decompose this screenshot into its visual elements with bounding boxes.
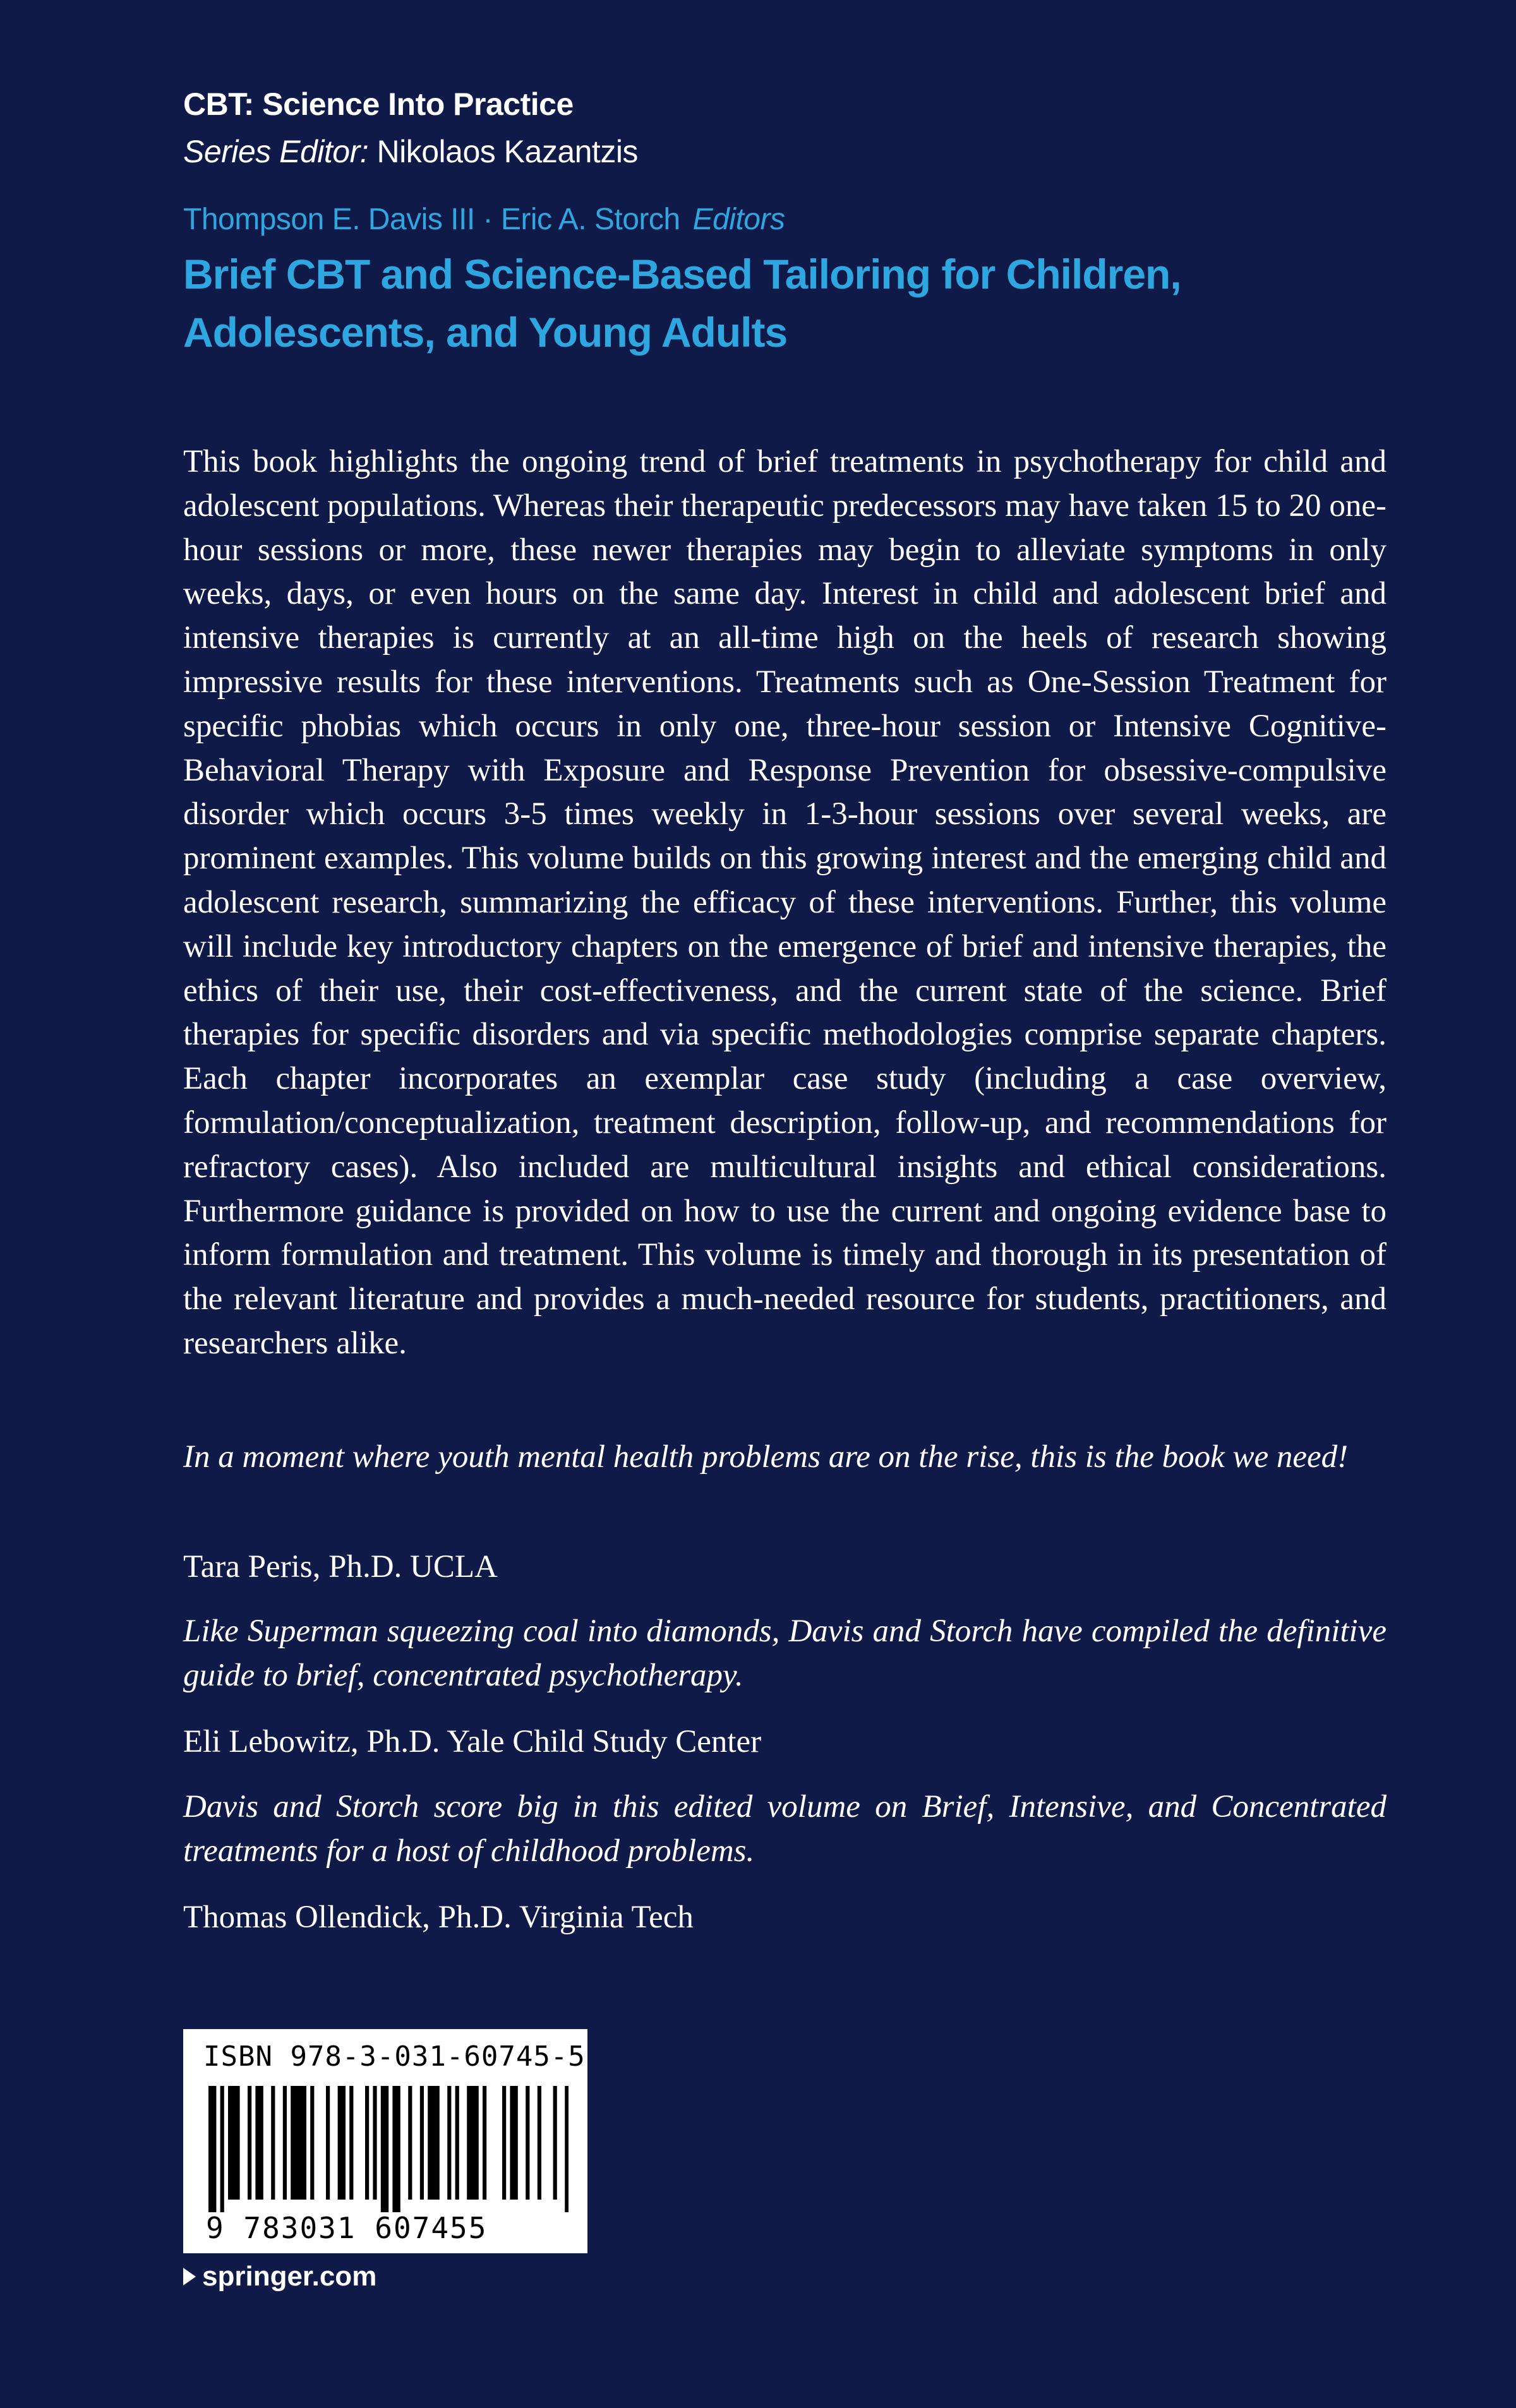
barcode-bar	[455, 2086, 459, 2200]
barcode-bar	[373, 2086, 376, 2200]
barcode-digits: 9 783031 607455	[206, 2211, 488, 2245]
barcode-bar	[220, 2086, 224, 2212]
endorsement-quote: Like Superman squeezing coal into diamonds, Davis and Storch have compiled the definitive guide to brief, concentrated psychotherapy.	[183, 1614, 1387, 1693]
endorsement-quote: In a moment where youth mental health problems are on the rise, this is the book we need!	[183, 1439, 1349, 1475]
isbn-barcode	[183, 2029, 587, 2253]
endorsement-author: Eli Lebowitz, Ph.D. Yale Child Study Center	[183, 1724, 762, 1759]
barcode-bar	[291, 2086, 306, 2200]
barcode-bar	[365, 2086, 369, 2200]
endorsement-author: Thomas Ollendick, Ph.D. Virginia Tech	[183, 1900, 694, 1935]
barcode-bar	[228, 2086, 240, 2200]
editor-names: Thompson E. Davis III · Eric A. Storch	[183, 203, 680, 236]
book-editors	[183, 198, 785, 242]
barcode-bar	[526, 2086, 529, 2200]
barcode-bar	[248, 2086, 251, 2200]
barcode-bar	[310, 2086, 314, 2200]
barcode-bar	[538, 2086, 541, 2200]
barcode-bar	[553, 2086, 557, 2200]
series-editor-name: Nikolaos Kazantzis	[368, 134, 638, 169]
arrow-right-icon	[183, 2268, 196, 2285]
book-description: This book highlights the ongoing trend of brief treatments in psychotherapy for child and adolescent populations. Whereas their therapeutic predecessors may have taken 15 to 20 one-hour sessions or more, these newer therapies may begin to alleviate symptoms in only weeks, days, or even hours on the same day. Interest in child and adolescent brief and intensive therapies is currently at an all-time high on the heels of research showing impressive results for these interventions. Treatments such as One-Session Treatment for specific phobias which occurs in only one, three-hour session or Intensive Cognitive-Behavioral Therapy with Exposure and Response Prevention for obsessive-compulsive disorder which occurs 3-5 times weekly in 1-3-hour sessions over several weeks, are prominent examples. This volume builds on this growing interest and the emerging child and adolescent research, summarizing the efficacy of these interventions. Further, this volume will include key introductory chapters on the emergence of brief and intensive therapies, the ethics of their use, their cost-effectiveness, and the current state of the science. Brief therapies for specific disorders and via specific methodologies comprise separate chapters. Each chapter incorporates an exemplar case study (including a case overview, formulation/conceptualization, treatment description, follow-up, and recommendations for refractory cases). Also included are multicultural insights and ethical considerations. Furthermore guidance is provided on how to use the current and ongoing evidence base to inform formulation and treatment. This volume is timely and thorough in its presentation of the relevant literature and provides a much-needed resource for students, practitioners, and researchers alike.	[183, 444, 1387, 1361]
barcode-bar	[338, 2086, 346, 2200]
barcode-bar	[283, 2086, 287, 2200]
barcode-bars	[202, 2086, 568, 2225]
series-editor	[183, 126, 638, 177]
barcode-bar	[483, 2086, 486, 2200]
barcode-bar	[420, 2086, 424, 2200]
isbn-label: ISBN 978-3-031-60745-5	[203, 2040, 586, 2073]
series-info	[183, 82, 638, 177]
book-title: Brief CBT and Science-Based Tailoring for Children, Adolescents, and Young Adults	[183, 251, 1181, 356]
publisher-link[interactable]	[183, 2258, 376, 2296]
barcode-bar	[208, 2086, 216, 2212]
barcode-bar	[565, 2086, 568, 2212]
barcode-bar	[381, 2086, 388, 2212]
barcode-bar	[408, 2086, 412, 2200]
barcode-bar	[502, 2086, 506, 2200]
barcode-bar	[428, 2086, 440, 2200]
barcode-bar	[255, 2086, 263, 2200]
series-editor-role: Series Editor:	[183, 134, 369, 169]
barcode-bar	[447, 2086, 451, 2200]
series-title: CBT: Science Into Practice	[183, 87, 574, 122]
publisher-link-text[interactable]: springer.com	[202, 2261, 377, 2292]
barcode-bar	[392, 2086, 400, 2212]
barcode-bar	[510, 2086, 517, 2200]
barcode-bar	[326, 2086, 330, 2200]
editors-role: Editors	[692, 203, 785, 236]
barcode-bar	[271, 2086, 275, 2200]
endorsement-author: Tara Peris, Ph.D. UCLA	[183, 1549, 498, 1584]
barcode-bar	[467, 2086, 479, 2200]
endorsement-quote: Davis and Storch score big in this edited volume on Brief, Intensive, and Concentrated treatments for a host of childhood problems.	[183, 1789, 1387, 1869]
barcode-bar	[349, 2086, 353, 2200]
